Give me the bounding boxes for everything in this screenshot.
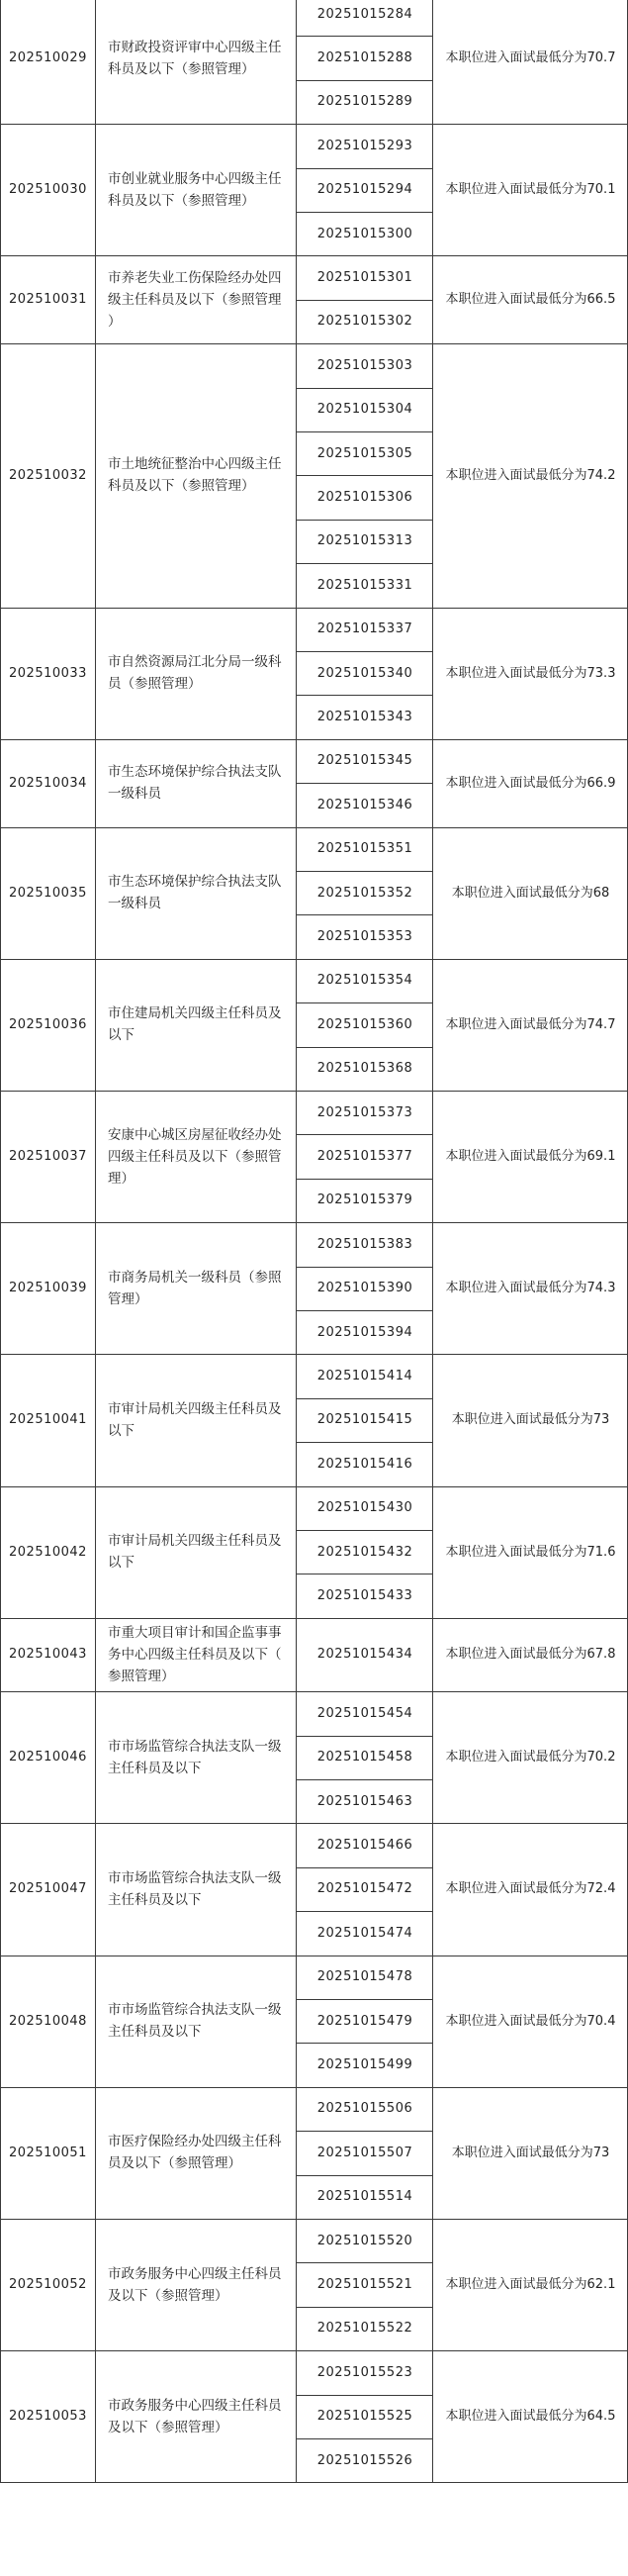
position-name-line: 市市场监管综合执法支队一级 [108,1869,282,1886]
ticket-number: 20251015514 [316,2189,413,2205]
ticket-number: 20251015284 [316,6,413,22]
min-score-text: 本职位进入面试最低分为74.2 [445,467,616,483]
position-code [0,1222,96,1354]
position-name-line: 员及以下（参照管理） [108,2155,241,2172]
ticket-number: 20251015360 [316,1016,413,1032]
ticket-number: 20251015415 [316,1412,413,1428]
position-name-line: 以下 [108,1555,135,1572]
min-score-note [433,1691,628,1823]
min-score-text: 本职位进入面试最低分为70.7 [445,50,616,66]
position-code [0,1486,96,1618]
position-code [0,1823,96,1955]
ticket-number: 20251015499 [316,2057,413,2073]
position-name-lines [108,1999,282,2043]
position-name-lines [108,453,282,497]
position-code-text: 202510030 [9,182,87,198]
ticket-number: 20251015351 [316,841,413,857]
min-score-note [433,1486,628,1618]
min-score-text: 本职位进入面试最低分为70.1 [445,182,616,198]
position-name-line: 市财政投资评审中心四级主任 [108,39,282,55]
position-name-lines [108,1124,282,1190]
position-name [96,739,297,827]
position-name-line: 市市场监管综合执法支队一级 [108,1738,282,1755]
row-divider [297,695,433,696]
position-code [0,1691,96,1823]
ticket-number: 20251015433 [316,1588,413,1604]
position-name-lines [108,2263,282,2307]
ticket-number: 20251015414 [316,1369,413,1384]
ticket-number: 20251015345 [316,753,413,769]
row-divider [297,1779,433,1780]
position-name [96,1956,297,2087]
position-name-line: 科员及以下（参照管理） [108,478,255,495]
position-name-line: 市政务服务中心四级主任科员 [108,2397,282,2414]
position-name [96,0,297,124]
position-name-line: 市生态环境保护综合执法支队 [108,874,282,891]
min-score-text: 本职位进入面试最低分为73.3 [445,665,616,681]
position-name-line: 市住建局机关四级主任科员及 [108,1005,282,1022]
position-code [0,1618,96,1691]
row-divider [297,1911,433,1912]
position-name [96,1618,297,1691]
min-score-note [433,124,628,255]
min-score-text: 本职位进入面试最低分为74.3 [445,1281,616,1296]
min-score-note [433,959,628,1091]
position-code-text: 202510036 [9,1016,87,1032]
row-divider [297,1442,433,1443]
row-divider [297,1047,433,1048]
ticket-number: 20251015394 [316,1324,413,1340]
row-divider [297,2395,433,2396]
position-name-lines [108,37,282,80]
position-name-line: 以下 [108,1422,135,1439]
row-divider [297,388,433,389]
ticket-number: 20251015506 [316,2101,413,2117]
ticket-number: 20251015377 [316,1149,413,1165]
row-divider [297,300,433,301]
position-name-line: 级主任科员及以下（参照管理 [108,291,282,308]
ticket-number: 20251015520 [316,2233,413,2248]
row-divider [297,1999,433,2000]
position-name-lines [108,267,282,333]
position-name [96,959,297,1091]
position-name-line: 市医疗保险经办处四级主任科 [108,2134,282,2150]
position-code-text: 202510033 [9,665,87,681]
min-score-text: 本职位进入面试最低分为69.1 [445,1149,616,1165]
ticket-number: 20251015434 [316,1647,413,1663]
position-code-text: 202510046 [9,1750,87,1765]
position-code [0,2087,96,2219]
position-name [96,1486,297,1618]
ticket-number: 20251015306 [316,490,413,506]
position-code [0,1956,96,2087]
position-name-line: 市养老失业工伤保险经办处四 [108,269,282,286]
ticket-number: 20251015313 [316,533,413,549]
ticket-number: 20251015337 [316,621,413,637]
ticket-number: 20251015331 [316,577,413,593]
position-name [96,2350,297,2482]
ticket-number: 20251015523 [316,2364,413,2380]
row-divider [297,1179,433,1180]
position-code [0,343,96,607]
min-score-text: 本职位进入面试最低分为66.9 [445,775,616,791]
position-code [0,0,96,124]
min-score-text: 本职位进入面试最低分为66.5 [445,292,616,308]
position-name-lines [108,1622,282,1687]
position-name-line: 市创业就业服务中心四级主任 [108,170,282,187]
position-name [96,1823,297,1955]
position-name-line: 一级科员 [108,786,161,803]
min-score-note [433,255,628,343]
position-code [0,608,96,739]
position-name-line: 安康中心城区房屋征收经办处 [108,1126,282,1143]
row-divider [297,783,433,784]
position-name-lines [108,1398,282,1442]
position-name [96,827,297,959]
position-name-line: 务中心四级主任科员及以下（ [108,1646,282,1663]
row-divider [297,1530,433,1531]
position-name-lines [108,1267,282,1310]
position-name [96,2219,297,2350]
row-divider [297,651,433,652]
position-name-line: 主任科员及以下 [108,1760,202,1776]
ticket-number: 20251015343 [316,710,413,725]
row-divider [297,36,433,37]
row-divider [297,1310,433,1311]
min-score-note [433,0,628,124]
row-divider [297,168,433,169]
position-name [96,124,297,255]
ticket-number: 20251015352 [316,885,413,901]
row-divider [297,1867,433,1868]
row-divider [297,871,433,872]
min-score-note [433,608,628,739]
position-name [96,1691,297,1823]
row-divider [297,1398,433,1399]
position-name-line: 及以下（参照管理） [108,2287,228,2304]
ticket-number: 20251015353 [316,929,413,945]
position-name [96,255,297,343]
position-code [0,1091,96,1222]
min-score-text: 本职位进入面试最低分为71.6 [445,1544,616,1560]
min-score-note [433,2087,628,2219]
position-name-line: 市商务局机关一级科员（参照 [108,1269,282,1286]
column-divider [0,0,1,2482]
position-code [0,959,96,1091]
ticket-number: 20251015416 [316,1456,413,1472]
min-score-text: 本职位进入面试最低分为73 [451,2145,610,2160]
position-name-lines [108,2395,282,2438]
position-name-line: 市市场监管综合执法支队一级 [108,2002,282,2019]
ticket-number: 20251015478 [316,1969,413,1985]
row-divider [297,212,433,213]
ticket-number: 20251015340 [316,665,413,681]
position-code-text: 202510034 [9,775,87,791]
ticket-number: 20251015289 [316,94,413,110]
position-name-line: 市土地统征整治中心四级主任 [108,456,282,473]
ticket-number: 20251015474 [316,1925,413,1941]
position-code [0,2219,96,2350]
min-score-note [433,1823,628,1955]
position-name-line: 市重大项目审计和国企监事事 [108,1624,282,1641]
ticket-number: 20251015525 [316,2409,413,2425]
position-code-text: 202510051 [9,2145,87,2160]
ticket-number: 20251015432 [316,1544,413,1560]
ticket-number: 20251015302 [316,314,413,330]
ticket-number: 20251015373 [316,1104,413,1120]
min-score-note [433,343,628,607]
ticket-number: 20251015526 [316,2452,413,2468]
row-divider [0,2482,628,2483]
ticket-number: 20251015472 [316,1881,413,1897]
position-name-lines [108,651,282,695]
position-name-line: 员（参照管理） [108,676,202,693]
min-score-note [433,1956,628,2087]
position-code-text: 202510039 [9,1281,87,1296]
position-name-line: 管理） [108,1290,148,1307]
min-score-text: 本职位进入面试最低分为67.8 [445,1647,616,1663]
row-divider [297,1267,433,1268]
row-divider [297,2175,433,2176]
row-divider [297,520,433,521]
min-score-note [433,827,628,959]
position-name-lines [108,871,282,914]
ticket-number: 20251015507 [316,2145,413,2160]
min-score-note [433,2350,628,2482]
min-score-note [433,1222,628,1354]
position-name-line: 市生态环境保护综合执法支队 [108,764,282,781]
position-name-lines [108,1736,282,1779]
position-code-text: 202510041 [9,1412,87,1428]
min-score-text: 本职位进入面试最低分为68 [451,885,610,901]
ticket-number: 20251015521 [316,2277,413,2293]
ticket-number: 20251015300 [316,226,413,241]
ticket-number: 20251015368 [316,1061,413,1077]
column-divider [95,0,96,2482]
position-code-text: 202510043 [9,1647,87,1663]
position-name-lines [108,1002,282,1046]
row-divider [297,914,433,915]
position-name-line: 以下 [108,1027,135,1044]
min-score-note [433,2219,628,2350]
min-score-text: 本职位进入面试最低分为73 [451,1412,610,1428]
position-name-line: 市政务服务中心四级主任科员 [108,2265,282,2282]
position-name [96,1354,297,1485]
position-name [96,608,297,739]
row-divider [297,2043,433,2044]
position-name-line: 市自然资源局江北分局一级科 [108,654,282,671]
position-code-text: 202510037 [9,1149,87,1165]
row-divider [297,2131,433,2132]
position-name-lines [108,2131,282,2174]
position-code-text: 202510052 [9,2277,87,2293]
ticket-number: 20251015304 [316,402,413,418]
position-name-lines [108,1530,282,1574]
ticket-number: 20251015293 [316,138,413,153]
position-code-text: 202510053 [9,2409,87,2425]
position-name-line: 主任科员及以下 [108,2024,202,2041]
ticket-number: 20251015454 [316,1705,413,1721]
row-divider [297,1736,433,1737]
position-code-text: 202510042 [9,1544,87,1560]
ticket-number: 20251015379 [316,1193,413,1208]
ticket-number: 20251015346 [316,797,413,812]
position-name-line: 市审计局机关四级主任科员及 [108,1533,282,1550]
column-divider [432,0,433,2482]
position-name-line: 及以下（参照管理） [108,2419,228,2435]
min-score-text: 本职位进入面试最低分为72.4 [445,1881,616,1897]
position-name-line: 科员及以下（参照管理） [108,192,255,209]
column-divider [296,0,297,2482]
min-score-text: 本职位进入面试最低分为64.5 [445,2409,616,2425]
position-code-text: 202510047 [9,1881,87,1897]
position-name-line: 参照管理） [108,1668,175,1684]
position-name-line: 市审计局机关四级主任科员及 [108,1400,282,1417]
position-code-text: 202510031 [9,292,87,308]
position-code-text: 202510035 [9,885,87,901]
row-divider [297,1134,433,1135]
ticket-number: 20251015479 [316,2013,413,2029]
position-code [0,124,96,255]
row-divider [297,80,433,81]
position-code [0,739,96,827]
ticket-number: 20251015390 [316,1281,413,1296]
ticket-number: 20251015458 [316,1750,413,1765]
ticket-number: 20251015305 [316,445,413,461]
ticket-number: 20251015294 [316,182,413,198]
min-score-text: 本职位进入面试最低分为74.7 [445,1016,616,1032]
min-score-text: 本职位进入面试最低分为62.1 [445,2277,616,2293]
min-score-text: 本职位进入面试最低分为70.2 [445,1750,616,1765]
position-name-line: ） [108,313,122,330]
position-code-text: 202510032 [9,467,87,483]
ticket-number: 20251015466 [316,1838,413,1854]
position-name-lines [108,761,282,805]
min-score-note [433,1091,628,1222]
position-name-lines [108,1867,282,1911]
min-score-text: 本职位进入面试最低分为70.4 [445,2013,616,2029]
row-divider [297,2262,433,2263]
min-score-note [433,1354,628,1485]
min-score-note [433,1618,628,1691]
ticket-number: 20251015430 [316,1500,413,1516]
ticket-number: 20251015463 [316,1793,413,1809]
ticket-number: 20251015303 [316,357,413,373]
position-code [0,255,96,343]
row-divider [297,2438,433,2439]
position-name-lines [108,168,282,212]
position-name-line: 理） [108,1170,135,1187]
row-divider [297,431,433,432]
ticket-number: 20251015301 [316,270,413,286]
position-name-line: 一级科员 [108,896,161,912]
position-code [0,2350,96,2482]
ticket-number: 20251015522 [316,2321,413,2337]
min-score-note [433,739,628,827]
position-name-line: 四级主任科员及以下（参照管 [108,1148,282,1165]
position-code-text: 202510048 [9,2013,87,2029]
row-divider [297,563,433,564]
position-name [96,343,297,607]
position-code [0,827,96,959]
row-divider [297,1002,433,1003]
row-divider [297,475,433,476]
position-name [96,2087,297,2219]
row-divider [297,2307,433,2308]
position-name [96,1091,297,1222]
position-name-line: 科员及以下（参照管理） [108,60,255,77]
position-code-text: 202510029 [9,50,87,66]
ticket-number: 20251015288 [316,50,413,66]
ticket-number: 20251015383 [316,1236,413,1252]
position-code [0,1354,96,1485]
position-name [96,1222,297,1354]
position-name-line: 主任科员及以下 [108,1891,202,1908]
ticket-number: 20251015354 [316,973,413,989]
